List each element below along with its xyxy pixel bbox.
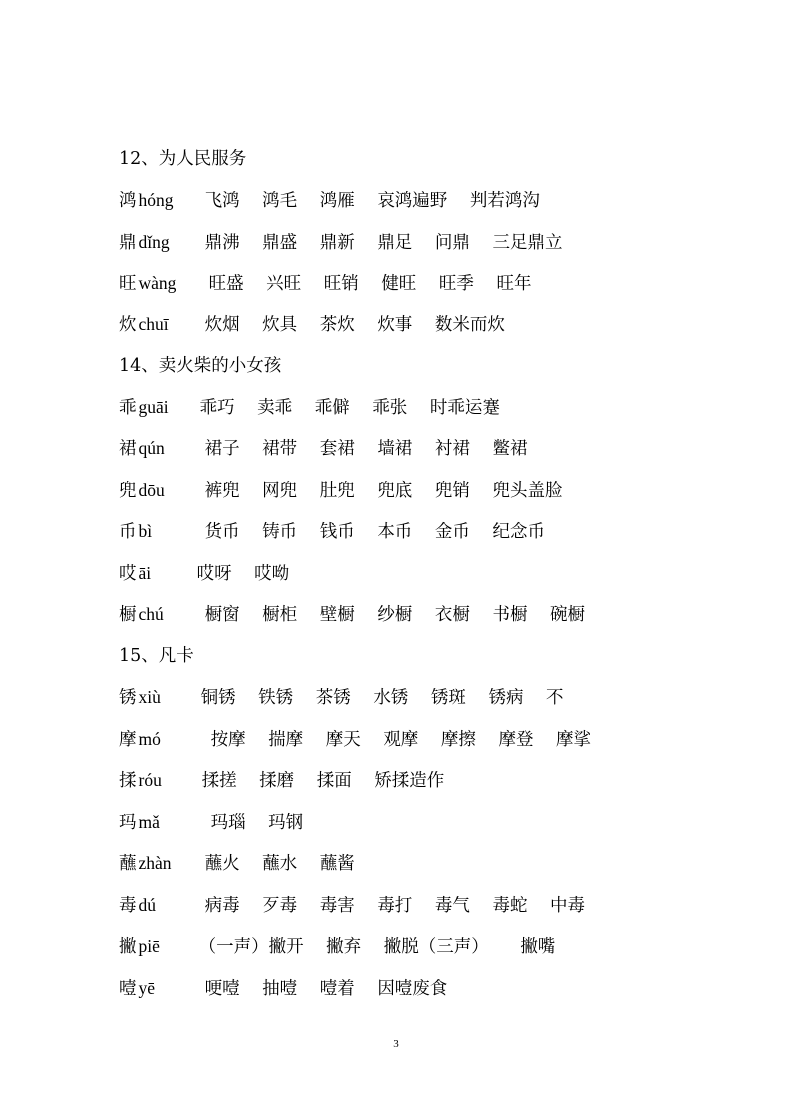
entry-word: 鼎新 xyxy=(319,233,355,253)
entry-term xyxy=(119,558,191,589)
vocab-entry xyxy=(119,807,303,837)
entry-char: 锈 xyxy=(119,688,137,708)
entry-char: 揉 xyxy=(119,771,137,791)
entry-pinyin: guāi xyxy=(138,397,169,417)
entry-word: 裙子 xyxy=(204,439,240,459)
entry-term xyxy=(119,516,199,547)
entry-word: 卖乖 xyxy=(257,398,293,418)
entry-pinyin: zhàn xyxy=(138,853,172,873)
entry-pinyin: āi xyxy=(138,563,152,583)
entry-char: 哎 xyxy=(119,564,137,584)
entry-pinyin: chú xyxy=(138,604,164,624)
entry-term xyxy=(119,433,199,464)
entry-word: 兜销 xyxy=(434,481,470,501)
entry-char: 乖 xyxy=(119,398,137,418)
entry-word: 衣橱 xyxy=(434,605,470,625)
entry-pinyin: dǐng xyxy=(138,232,170,252)
entry-char: 蘸 xyxy=(119,854,137,874)
entry-word: 旺盛 xyxy=(208,274,244,294)
entry-term xyxy=(119,931,193,962)
entry-word: 炊事 xyxy=(377,315,413,335)
vocab-entry xyxy=(119,475,562,505)
entry-words xyxy=(205,315,505,335)
entry-words xyxy=(201,688,564,708)
entry-term xyxy=(119,682,195,713)
entry-words xyxy=(205,481,563,501)
entry-word: 乖僻 xyxy=(314,398,350,418)
entry-word: 茶炊 xyxy=(319,315,355,335)
entry-words xyxy=(205,439,528,459)
entry-term xyxy=(119,848,199,879)
entry-word: 鸿毛 xyxy=(262,191,298,211)
entry-words xyxy=(211,813,304,833)
entry-pinyin: róu xyxy=(138,770,162,790)
entry-char: 噎 xyxy=(119,979,137,999)
entry-word: 碗橱 xyxy=(550,605,586,625)
entry-char: 橱 xyxy=(119,605,137,625)
entry-word: 书橱 xyxy=(492,605,528,625)
entry-word: 乖巧 xyxy=(199,398,235,418)
entry-word: （一声）撇开 xyxy=(198,937,304,957)
vocab-entry xyxy=(119,931,555,961)
entry-term xyxy=(119,765,196,796)
entry-word: 揉磨 xyxy=(259,771,295,791)
vocab-entry xyxy=(119,516,545,546)
entry-word: 兜头盖脸 xyxy=(492,481,563,501)
entry-word: 乖张 xyxy=(372,398,408,418)
section-heading: 12、为人民服务 xyxy=(119,149,247,169)
entry-pinyin: mǎ xyxy=(138,812,160,832)
entry-word: 衬裙 xyxy=(434,439,470,459)
entry-char: 币 xyxy=(119,522,137,542)
entry-word: 揉面 xyxy=(316,771,352,791)
entry-term xyxy=(119,268,203,299)
entry-term xyxy=(119,227,199,258)
vocab-entry xyxy=(119,309,505,339)
entry-word: 病毒 xyxy=(204,896,240,916)
entry-word: 毒打 xyxy=(377,896,413,916)
vocab-entry xyxy=(119,433,527,463)
vocab-entry xyxy=(119,185,540,215)
entry-word: 毒害 xyxy=(319,896,355,916)
entry-term xyxy=(119,807,205,838)
entry-word: 观摩 xyxy=(383,730,419,750)
vocab-entry xyxy=(119,765,444,795)
entry-pinyin: qún xyxy=(138,438,165,458)
entry-word: 毒气 xyxy=(434,896,470,916)
entry-words xyxy=(205,896,585,916)
entry-word: 水锈 xyxy=(373,688,409,708)
entry-word: 撇脱（三声） xyxy=(383,937,489,957)
entry-pinyin: dōu xyxy=(138,480,165,500)
entry-word: 毒蛇 xyxy=(492,896,528,916)
entry-char: 摩 xyxy=(119,730,137,750)
entry-word: 哎呀 xyxy=(196,564,232,584)
entry-word: 铸币 xyxy=(262,522,298,542)
entry-word: 鼎足 xyxy=(377,233,413,253)
entry-word: 铜锈 xyxy=(200,688,236,708)
entry-pinyin: mó xyxy=(138,729,161,749)
entry-word: 玛钢 xyxy=(268,813,304,833)
vocab-entry xyxy=(119,227,562,257)
entry-word: 橱窗 xyxy=(204,605,240,625)
entry-words xyxy=(211,730,591,750)
entry-word: 时乖运蹇 xyxy=(429,398,500,418)
vocab-entry xyxy=(119,724,591,754)
entry-word: 锈斑 xyxy=(430,688,466,708)
entry-word: 蘸水 xyxy=(262,854,298,874)
entry-word: 鼎沸 xyxy=(204,233,240,253)
entry-word: 飞鸿 xyxy=(204,191,240,211)
entry-char: 兜 xyxy=(119,481,137,501)
entry-char: 撇 xyxy=(119,937,137,957)
entry-pinyin: dú xyxy=(138,895,156,915)
entry-words xyxy=(205,191,540,211)
entry-word: 因噎废食 xyxy=(377,979,448,999)
entry-words xyxy=(200,398,500,418)
entry-word: 纪念币 xyxy=(492,522,545,542)
entry-word: 蘸火 xyxy=(204,854,240,874)
entry-word: 按摩 xyxy=(210,730,246,750)
entry-word: 歹毒 xyxy=(262,896,298,916)
entry-word: 铁锈 xyxy=(258,688,294,708)
vocab-entry xyxy=(119,558,289,588)
entry-word: 肚兜 xyxy=(319,481,355,501)
entry-word: 摩登 xyxy=(498,730,534,750)
entry-char: 裙 xyxy=(119,439,137,459)
entry-word: 矫揉造作 xyxy=(374,771,445,791)
entry-word: 金币 xyxy=(434,522,470,542)
entry-pinyin: chuī xyxy=(138,314,169,334)
section-heading: 15、凡卡 xyxy=(119,646,194,666)
entry-word: 数米而炊 xyxy=(434,315,505,335)
entry-word: 壁橱 xyxy=(319,605,355,625)
entry-char: 炊 xyxy=(119,315,137,335)
entry-word: 茶锈 xyxy=(315,688,351,708)
entry-words xyxy=(205,233,563,253)
entry-word: 不 xyxy=(546,688,564,708)
entry-word: 兜底 xyxy=(377,481,413,501)
entry-word: 摩擦 xyxy=(440,730,476,750)
entry-word: 纱橱 xyxy=(377,605,413,625)
entry-pinyin: piē xyxy=(138,936,160,956)
entry-char: 鸿 xyxy=(119,191,137,211)
vocab-entry xyxy=(119,890,585,920)
entry-term xyxy=(119,599,199,630)
entry-words xyxy=(197,564,290,584)
entry-term xyxy=(119,309,199,340)
vocab-entry xyxy=(119,973,447,1003)
entry-words xyxy=(205,605,585,625)
vocab-entry xyxy=(119,682,564,712)
entry-term xyxy=(119,890,199,921)
entry-word: 健旺 xyxy=(381,274,417,294)
entry-word: 裤兜 xyxy=(204,481,240,501)
entry-word: 噎着 xyxy=(319,979,355,999)
entry-word: 货币 xyxy=(204,522,240,542)
entry-word: 裙带 xyxy=(262,439,298,459)
entry-pinyin: hóng xyxy=(138,190,174,210)
entry-word: 橱柜 xyxy=(262,605,298,625)
vocab-entry xyxy=(119,392,500,422)
entry-word: 撇嘴 xyxy=(520,937,556,957)
entry-word: 套裙 xyxy=(319,439,355,459)
entry-word: 三足鼎立 xyxy=(492,233,563,253)
entry-pinyin: yē xyxy=(138,978,156,998)
entry-word: 本币 xyxy=(377,522,413,542)
entry-term xyxy=(119,185,199,216)
entry-word: 判若鸿沟 xyxy=(469,191,540,211)
entry-words xyxy=(205,522,545,542)
entry-words xyxy=(202,771,445,791)
entry-word: 旺年 xyxy=(496,274,532,294)
entry-term xyxy=(119,475,199,506)
entry-word: 鸿雁 xyxy=(319,191,355,211)
page-number: 3 xyxy=(393,1038,399,1050)
entry-word: 哽噎 xyxy=(204,979,240,999)
entry-char: 玛 xyxy=(119,813,137,833)
vocab-entry xyxy=(119,599,585,629)
entry-pinyin: wàng xyxy=(138,273,177,293)
entry-pinyin: bì xyxy=(138,521,153,541)
entry-word: 撇弃 xyxy=(326,937,362,957)
entry-word: 哎呦 xyxy=(254,564,290,584)
entry-char: 旺 xyxy=(119,274,137,294)
entry-char: 毒 xyxy=(119,896,137,916)
entry-word: 问鼎 xyxy=(434,233,470,253)
section-heading: 14、卖火柴的小女孩 xyxy=(119,356,282,376)
entry-word: 哀鸿遍野 xyxy=(377,191,448,211)
entry-word: 炊烟 xyxy=(204,315,240,335)
entry-term xyxy=(119,392,194,423)
entry-word: 旺销 xyxy=(323,274,359,294)
entry-word: 揉搓 xyxy=(201,771,237,791)
entry-word: 摩天 xyxy=(325,730,361,750)
entry-word: 玛瑙 xyxy=(210,813,246,833)
entry-word: 炊具 xyxy=(262,315,298,335)
entry-word: 中毒 xyxy=(550,896,586,916)
vocab-entry xyxy=(119,268,531,298)
entry-word: 锈病 xyxy=(488,688,524,708)
entry-word: 抽噎 xyxy=(262,979,298,999)
entry-word: 鼎盛 xyxy=(262,233,298,253)
entry-words xyxy=(205,854,355,874)
entry-char: 鼎 xyxy=(119,233,137,253)
entry-word: 揣摩 xyxy=(268,730,304,750)
entry-word: 墙裙 xyxy=(377,439,413,459)
entry-word: 旺季 xyxy=(438,274,474,294)
entry-words xyxy=(205,979,448,999)
entry-word: 蘸酱 xyxy=(319,854,355,874)
entry-word: 网兜 xyxy=(262,481,298,501)
entry-pinyin: xiù xyxy=(138,687,161,707)
entry-term xyxy=(119,724,205,755)
entry-word: 鳖裙 xyxy=(492,439,528,459)
vocab-entry xyxy=(119,848,355,878)
entry-words xyxy=(209,274,532,294)
entry-word: 钱币 xyxy=(319,522,355,542)
entry-words xyxy=(199,937,556,957)
entry-word: 摩挲 xyxy=(556,730,592,750)
entry-word: 兴旺 xyxy=(266,274,302,294)
entry-term xyxy=(119,973,199,1004)
